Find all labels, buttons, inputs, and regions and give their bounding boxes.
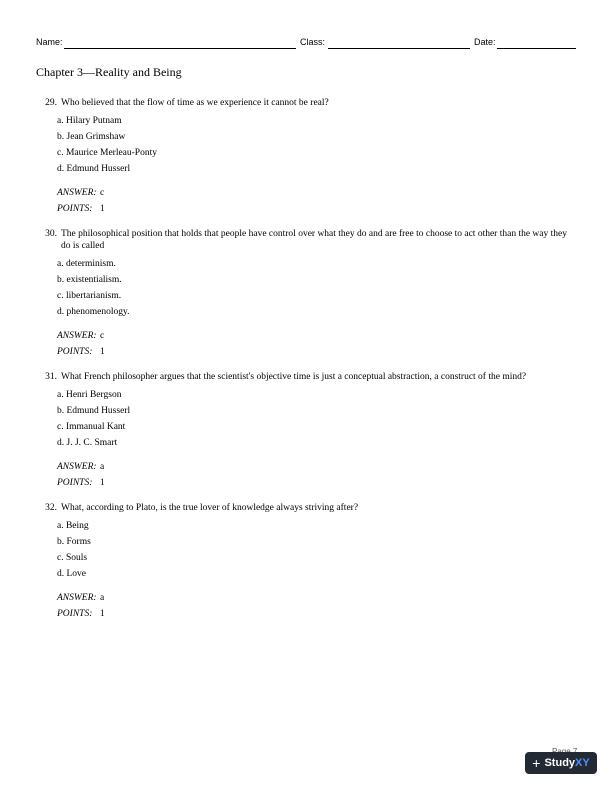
points-value: 1 bbox=[100, 347, 105, 357]
class-field-line[interactable] bbox=[328, 48, 470, 49]
option-b: b. Jean Grimshaw bbox=[57, 132, 126, 142]
badge-xy-text: XY bbox=[575, 757, 590, 769]
question-30 bbox=[36, 228, 576, 360]
option-d: d. Love bbox=[57, 569, 87, 579]
answer-label: ANSWER: bbox=[57, 188, 97, 198]
question-number: 32. bbox=[45, 503, 57, 513]
answer-label: ANSWER: bbox=[57, 331, 97, 341]
question-text: What French philosopher argues that the scientist's objective time is just a conceptual abstraction, a construct of the mind? bbox=[61, 372, 527, 382]
option-d: d. Edmund Husserl bbox=[57, 164, 131, 174]
points-label: POINTS: bbox=[57, 347, 93, 357]
answer-value: a bbox=[100, 462, 105, 472]
question-text: Who believed that the flow of time as we experience it cannot be real? bbox=[61, 98, 329, 108]
question-text: What, according to Plato, is the true lover of knowledge always striving after? bbox=[61, 503, 359, 513]
option-c: c. Souls bbox=[57, 553, 88, 563]
date-label: Date: bbox=[474, 37, 496, 47]
answer-value: a bbox=[100, 593, 105, 603]
option-b: b. Edmund Husserl bbox=[57, 406, 131, 416]
points-label: POINTS: bbox=[57, 204, 93, 214]
points-value: 1 bbox=[100, 204, 105, 214]
question-text: The philosophical position that holds that people have control over what they do and are free to choose to act other than the way they do is called bbox=[61, 229, 567, 251]
option-a: a. Hilary Putnam bbox=[57, 116, 122, 126]
question-number: 29. bbox=[45, 98, 57, 108]
option-b: b. existentialism. bbox=[57, 275, 122, 285]
option-c: c. libertarianism. bbox=[57, 291, 122, 301]
plus-icon: + bbox=[532, 755, 541, 771]
option-d: d. phenomenology. bbox=[57, 307, 130, 317]
student-info-header bbox=[36, 37, 576, 51]
option-a: a. Henri Bergson bbox=[57, 390, 122, 400]
answer-value: c bbox=[100, 188, 105, 198]
question-number: 30. bbox=[45, 229, 57, 239]
class-label: Class: bbox=[300, 37, 326, 47]
question-29 bbox=[36, 97, 576, 217]
answer-value: c bbox=[100, 331, 105, 341]
badge-study-text: Study bbox=[544, 757, 576, 769]
chapter-title: Chapter 3—Reality and Being bbox=[36, 65, 182, 79]
points-label: POINTS: bbox=[57, 478, 93, 488]
question-32 bbox=[36, 502, 576, 622]
points-value: 1 bbox=[100, 478, 105, 488]
option-b: b. Forms bbox=[57, 537, 91, 547]
studyxy-badge[interactable] bbox=[525, 752, 597, 774]
option-a: a. determinism. bbox=[57, 259, 116, 269]
answer-label: ANSWER: bbox=[57, 593, 97, 603]
points-label: POINTS: bbox=[57, 609, 93, 619]
name-label: Name: bbox=[36, 37, 63, 47]
question-31 bbox=[36, 371, 576, 491]
option-d: d. J. J. C. Smart bbox=[57, 438, 118, 448]
name-field-line[interactable] bbox=[64, 48, 296, 49]
points-value: 1 bbox=[100, 609, 105, 619]
question-list bbox=[36, 97, 576, 633]
question-number: 31. bbox=[45, 372, 57, 382]
date-field-line[interactable] bbox=[497, 48, 576, 49]
option-c: c. Maurice Merleau-Ponty bbox=[57, 148, 157, 158]
option-a: a. Being bbox=[57, 521, 89, 531]
answer-label: ANSWER: bbox=[57, 462, 97, 472]
option-c: c. Immanual Kant bbox=[57, 422, 126, 432]
